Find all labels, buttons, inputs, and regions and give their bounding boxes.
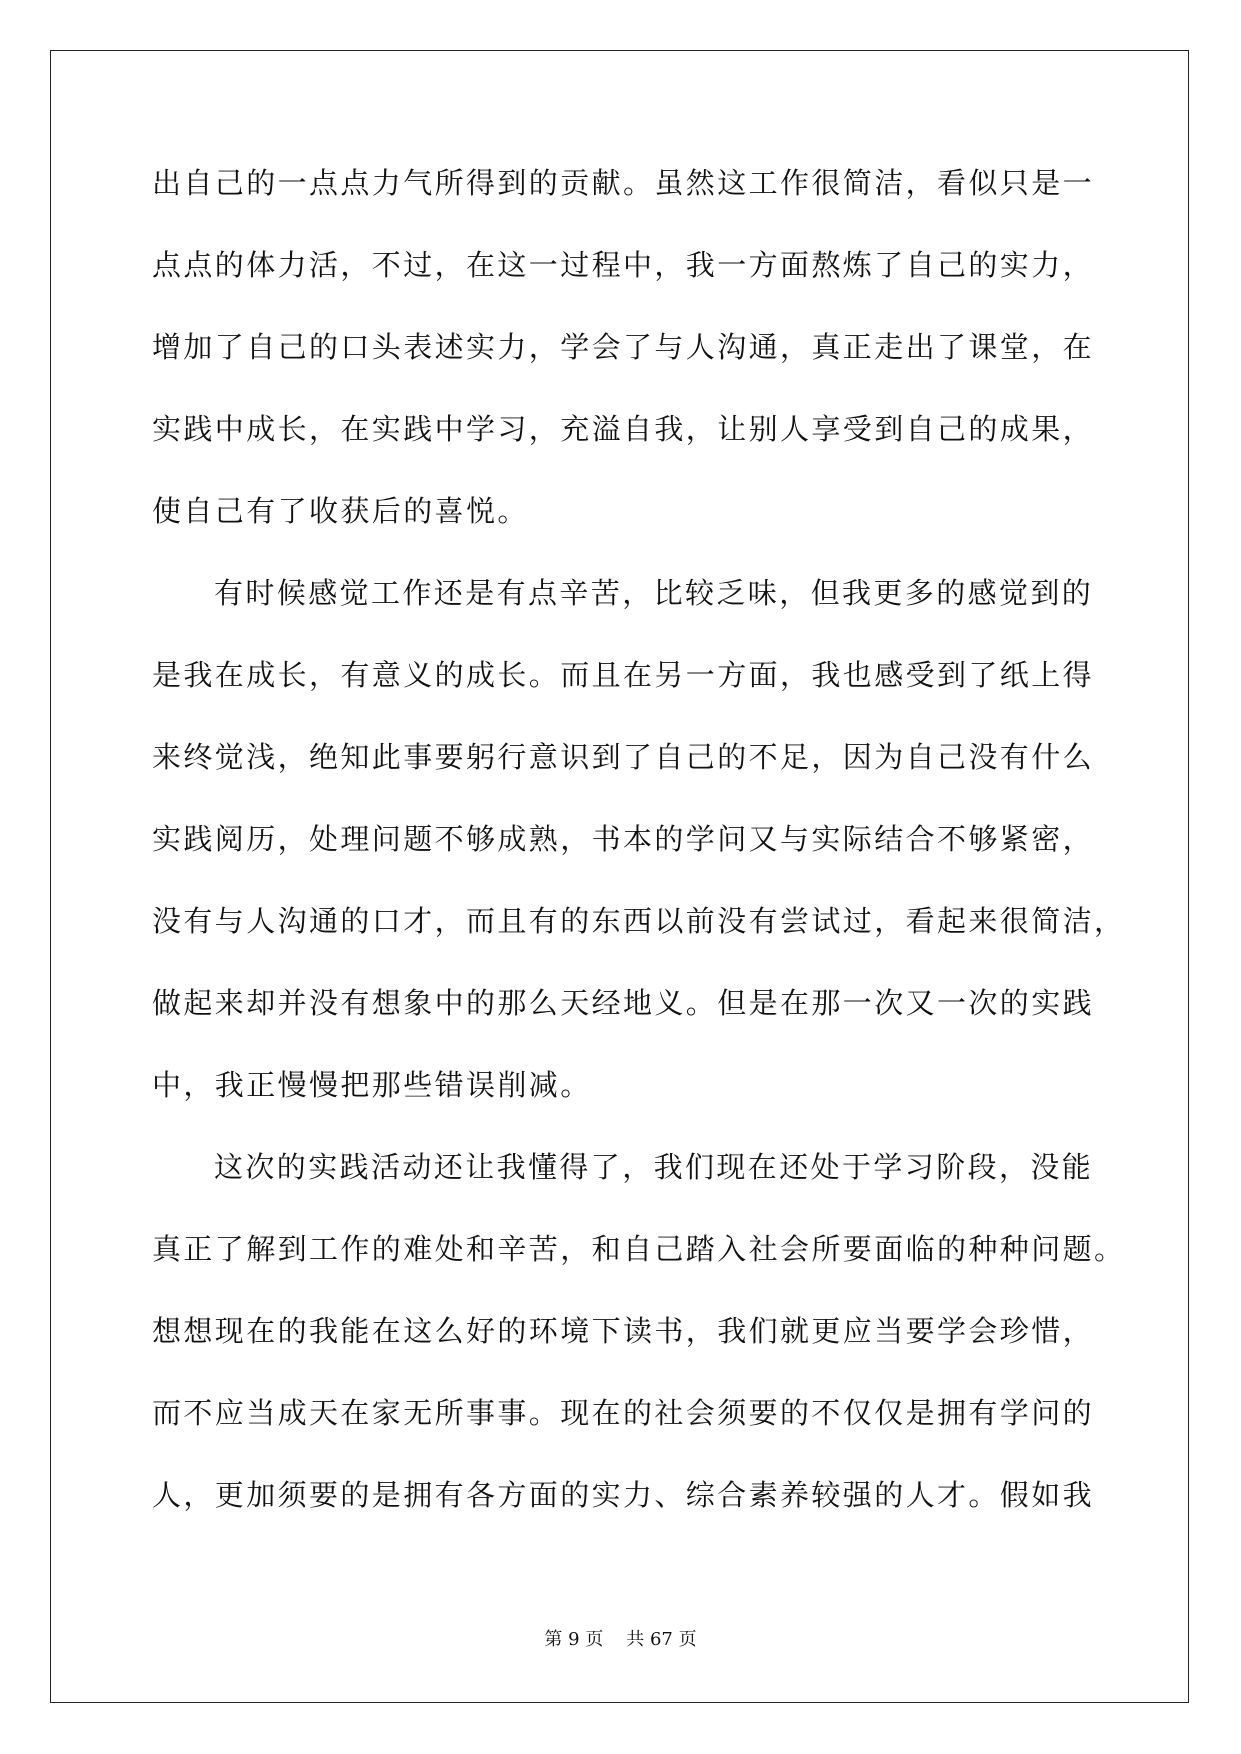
document-body bbox=[152, 160, 1126, 1554]
text-line: 有时候感觉工作还是有点辛苦，比较乏味，但我更多的感觉到的 bbox=[214, 576, 1094, 610]
text-line: 出自己的一点点力气所得到的贡献。虽然这工作很简洁，看似只是一 bbox=[152, 166, 1095, 200]
text-line: 真正了解到工作的难处和辛苦，和自己踏入社会所要面临的种种问题。 bbox=[152, 1232, 1126, 1266]
page-number: 第 9 页 bbox=[544, 1629, 604, 1650]
text-line: 做起来却并没有想象中的那么天经地义。但是在那一次又一次的实践 bbox=[152, 986, 1095, 1020]
text-line: 没有与人沟通的口才，而且有的东西以前没有尝试过，看起来很简洁， bbox=[152, 904, 1126, 938]
text-line: 是我在成长，有意义的成长。而且在另一方面，我也感受到了纸上得 bbox=[152, 658, 1095, 692]
text-line: 来终觉浅，绝知此事要躬行意识到了自己的不足，因为自己没有什么 bbox=[152, 740, 1095, 774]
text-line: 而不应当成天在家无所事事。现在的社会须要的不仅仅是拥有学问的 bbox=[152, 1396, 1095, 1430]
text-line: 使自己有了收获后的喜悦。 bbox=[152, 494, 529, 528]
text-line: 人，更加须要的是拥有各方面的实力、综合素养较强的人才。假如我 bbox=[152, 1478, 1095, 1512]
text-line: 这次的实践活动还让我懂得了，我们现在还处于学习阶段，没能 bbox=[214, 1150, 1094, 1184]
text-line: 点点的体力活，不过，在这一过程中，我一方面熬炼了自己的实力， bbox=[152, 248, 1095, 282]
page-footer bbox=[0, 1625, 1241, 1651]
text-line: 增加了自己的口头表述实力，学会了与人沟通，真正走出了课堂，在 bbox=[152, 330, 1095, 364]
text-line: 想想现在的我能在这么好的环境下读书，我们就更应当要学会珍惜， bbox=[152, 1314, 1095, 1348]
text-line: 中，我正慢慢把那些错误削减。 bbox=[152, 1068, 592, 1102]
text-line: 实践阅历，处理问题不够成熟，书本的学问又与实际结合不够紧密， bbox=[152, 822, 1095, 856]
page-total: 共 67 页 bbox=[626, 1629, 697, 1650]
text-line: 实践中成长，在实践中学习，充溢自我，让别人享受到自己的成果， bbox=[152, 412, 1095, 446]
